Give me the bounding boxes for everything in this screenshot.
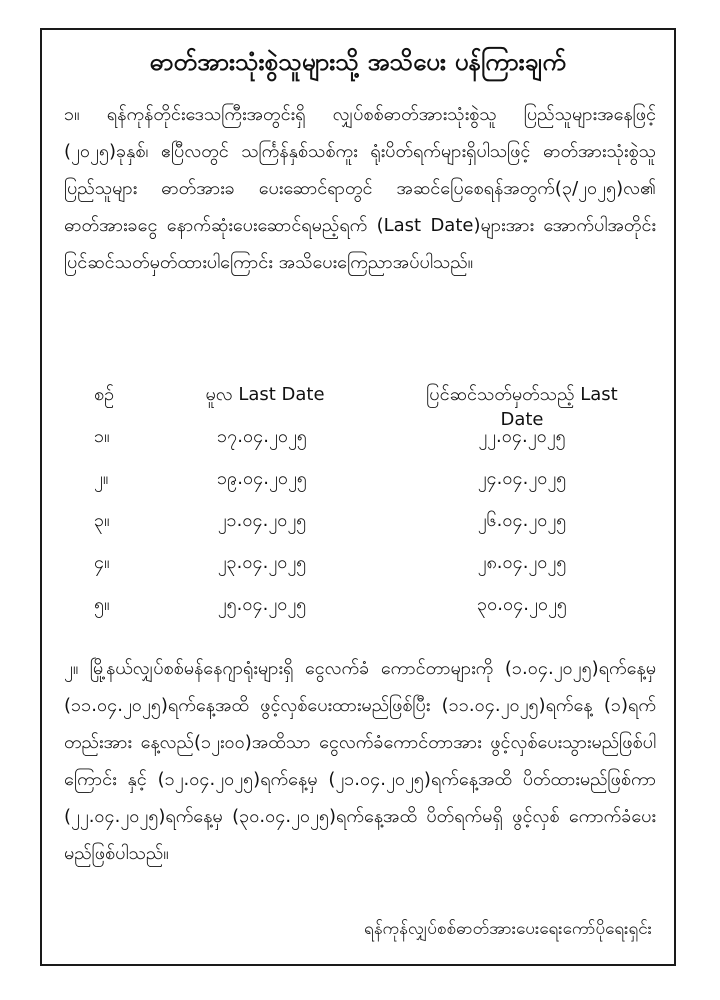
date-table xyxy=(64,376,656,628)
notice-title: ဓာတ်အားသုံးစွဲသူများသို့ အသိပေး ပန်ကြားချက် xyxy=(149,48,567,76)
signature: ရန်ကုန်လျှပ်စစ်ဓာတ်အားပေးရေးကော်ပိုရေးရှင်း xyxy=(363,919,652,939)
header-revised-date: ပြင်ဆင်သတ်မှတ်သည့် Last Date xyxy=(426,384,618,430)
row-revised-date: ၂၆.၀၄.၂၀၂၅ xyxy=(477,510,567,531)
paragraph-2: ၂။ မြို့နယ်လျှပ်စစ်မန်နေဂျာရုံးများရှိ ငွေလက်ခံ ကောင်တာများကို (၁.၀၄.၂၀၂၅)ရက်နေ့မှ (၁၁.၀၄.၂၀၂၅)ရက်နေ့အထိ ဖွင့်လှစ်ပေးထားမည်ဖြစ်ပြီး (၁၁.၀၄.၂၀၂၅)ရက်နေ့ (၁)ရက်တည်းအား နေ့လည်(၁၂း၀၀)အထိသာ ငွေလက်ခံကောင်တာအား ဖွင့်လှစ်ပေးသွားမည်ဖြစ်ပါကြောင်း နှင့် (၁၂.၀၄.၂၀၂၅)ရက်နေ့မှ (၂၁.၀၄.၂၀၂၅)ရက်နေ့အထိ ပိတ်ထားမည်ဖြစ်ကာ (၂၂.၀၄.၂၀၂၅)ရက်နေ့မှ (၃၀.၀၄.၂၀၂၅)ရက်နေ့အထိ ပိတ်ရက်မရှိ ဖွင့်လှစ် ကောက်ခံပေးမည်ဖြစ်ပါသည်။ xyxy=(64,658,656,864)
header-no: စဉ် xyxy=(94,384,115,405)
row-no: ၅။ xyxy=(94,594,110,615)
header-original-date: မူလ Last Date xyxy=(205,384,325,405)
table-row xyxy=(64,586,656,628)
table-row xyxy=(64,544,656,586)
row-original-date: ၂၃.၀၄.၂၀၂၅ xyxy=(217,552,307,573)
row-no: ၄။ xyxy=(94,552,110,573)
row-no: ၃။ xyxy=(94,510,110,531)
row-original-date: ၁၉.၀၄.၂၀၂၅ xyxy=(217,468,307,489)
table-row xyxy=(64,502,656,544)
row-revised-date: ၂၄.၀၄.၂၀၂၅ xyxy=(477,468,567,489)
table-row xyxy=(64,460,656,502)
row-original-date: ၁၇.၀၄.၂၀၂၅ xyxy=(217,426,307,447)
row-revised-date: ၂၈.၀၄.၂၀၂၅ xyxy=(477,552,567,573)
row-original-date: ၂၅.၀၄.၂၀၂၅ xyxy=(217,594,307,615)
paragraph-1: ၁။ ရန်ကုန်တိုင်းဒေသကြီးအတွင်းရှိ လျှပ်စစ်ဓာတ်အားသုံးစွဲသူ ပြည်သူများအနေဖြင့် (၂၀၂၅)ခုနှစ်၊ ဧပြီလတွင် သင်္ကြန်နှစ်သစ်ကူး ရုံးပိတ်ရက်များရှိပါသဖြင့် ဓာတ်အားသုံးစွဲသူပြည်သူများ ဓာတ်အားခ ပေးဆောင်ရာတွင် အဆင်ပြေစေရန်အတွက်(၃/၂၀၂၅)လ၏ ဓာတ်အားခငွေ နောက်ဆုံးပေးဆောင်ရမည့်ရက် (Last Date)များအား အောက်ပါအတိုင်း ပြင်ဆင်သတ်မှတ်ထားပါကြောင်း အသိပေးကြေညာအပ်ပါသည်။ xyxy=(64,104,656,273)
notice-frame xyxy=(40,28,676,966)
table-header xyxy=(64,376,656,430)
row-revised-date: ၃၀.၀၄.၂၀၂၅ xyxy=(477,594,567,615)
table-row xyxy=(64,418,656,460)
row-no: ၂။ xyxy=(94,468,109,489)
row-revised-date: ၂၂.၀၄.၂၀၂၅ xyxy=(478,426,566,447)
row-original-date: ၂၁.၀၄.၂၀၂၅ xyxy=(217,510,307,531)
row-no: ၁။ xyxy=(94,426,110,447)
